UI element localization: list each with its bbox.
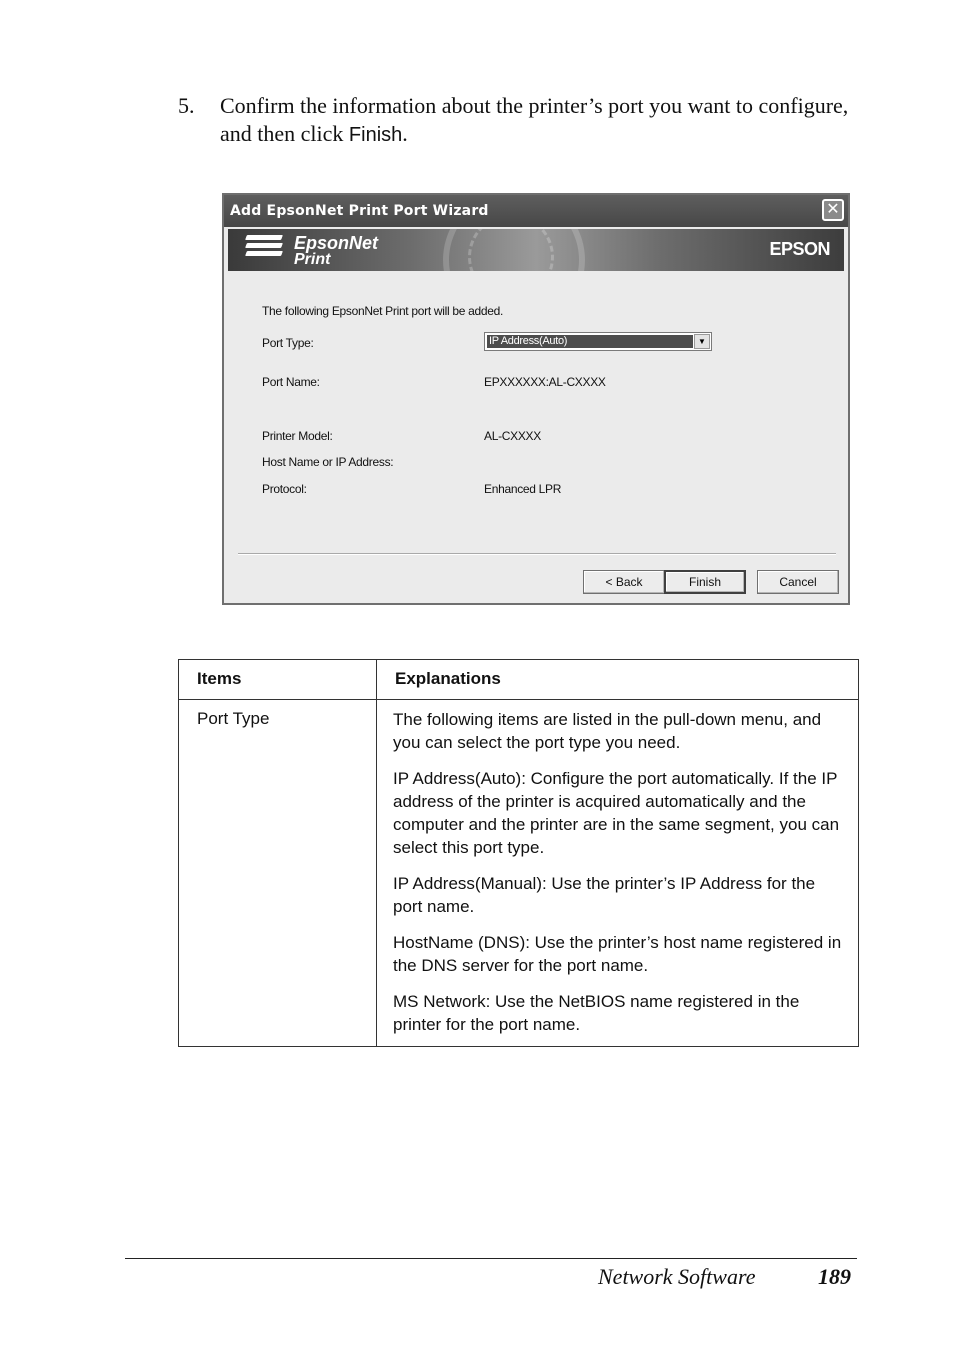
table-header-explanations: Explanations [377,660,859,700]
step-number: 5. [178,93,195,118]
explanation-table [178,659,859,1047]
finish-button[interactable]: Finish [664,570,746,594]
table-row [179,700,859,1047]
footer-rule [125,1258,857,1259]
back-button[interactable]: < Back [583,570,665,594]
explanation-paragraph: The following items are listed in the pull-down menu, and you can select the port type you need. [393,710,822,752]
step-text-before: Confirm the information about the printer’s port you want to configure, and then click [220,93,849,146]
table-header-row [179,660,859,700]
close-icon[interactable]: ✕ [822,199,844,221]
explanation-paragraph: HostName (DNS): Use the printer’s host name registered in the DNS server for the port name. [393,933,842,975]
compass-inner-decoration [468,229,554,271]
step-ui-word: Finish [348,124,403,146]
wizard-dialog [222,193,850,605]
table-cell-item: Port Type [179,700,377,1047]
printer-model-value: AL-CXXXX [484,429,541,443]
explanation-paragraph: MS Network: Use the NetBIOS name registered in the printer for the port name. [393,992,800,1034]
step-text [220,92,870,149]
footer-page-number: 189 [818,1264,851,1289]
chevron-down-icon[interactable]: ▼ [694,334,710,349]
dialog-title: Add EpsonNet Print Port Wizard [230,203,489,219]
host-name-label: Host Name or IP Address: [262,455,394,469]
step-text-after: . [402,121,408,146]
dialog-titlebar [224,195,848,227]
dialog-divider [238,553,836,555]
port-type-label: Port Type: [262,336,314,350]
explanation-paragraph: IP Address(Auto): Configure the port automatically. If the IP address of the printer is acquired automatically and the computer and the printer are in the same segment, you can select this port type. [393,769,840,857]
table-cell-explanation [377,700,859,1047]
epson-logo: EPSON [769,239,830,259]
cancel-button[interactable]: Cancel [757,570,839,594]
port-type-select[interactable] [484,332,712,351]
epsonnet-logo-icon [246,235,282,265]
port-name-value: EPXXXXXX:AL-CXXXX [484,375,606,389]
dialog-banner [228,229,844,271]
port-type-selected-value: IP Address(Auto) [487,335,693,348]
table-header-items: Items [179,660,377,700]
brand-name-line1: EpsonNet [294,233,379,253]
protocol-value: Enhanced LPR [484,482,562,496]
explanation-paragraph: IP Address(Manual): Use the printer’s IP Address for the port name. [393,874,816,916]
printer-model-label: Printer Model: [262,429,333,443]
footer-section-title: Network Software [598,1264,756,1289]
port-name-label: Port Name: [262,375,320,389]
brand-name-line2: Print [294,251,331,268]
protocol-label: Protocol: [262,482,307,496]
dialog-intro-text: The following EpsonNet Print port will be added. [262,304,504,318]
